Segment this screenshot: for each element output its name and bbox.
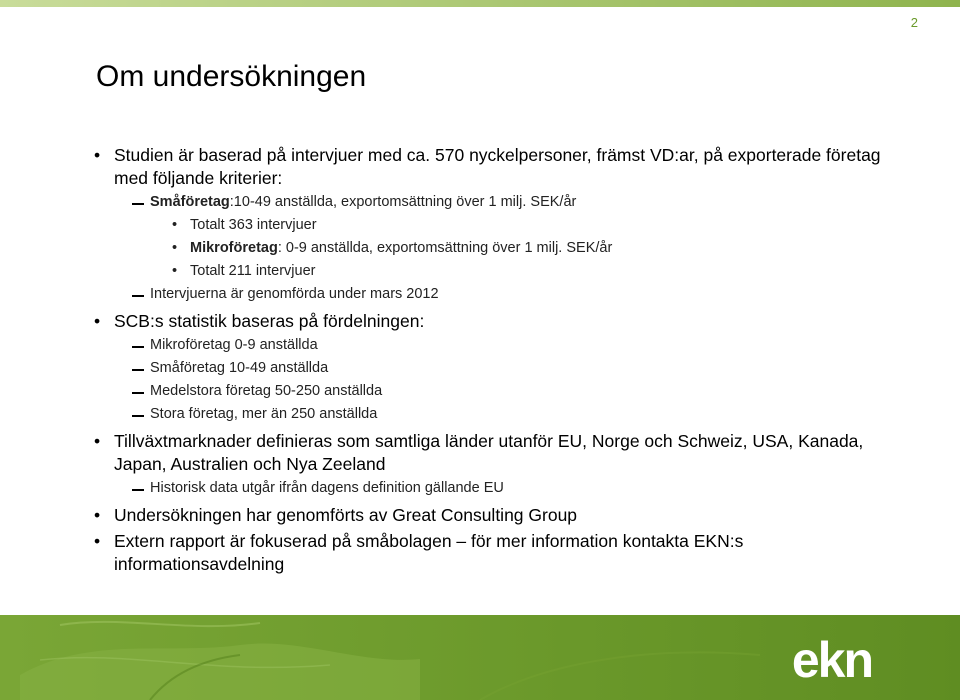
sub-bullet-large: Stora företag, mer än 250 anställda	[92, 405, 882, 424]
bullet-external-report: • Extern rapport är fokuserad på småbolagen – för mer information kontakta EKN:s informationsavdelning	[92, 530, 882, 576]
sub-sub-bullet-micro-companies	[92, 239, 882, 258]
sub-bullet-small-companies	[92, 193, 882, 212]
label-micro-companies: Mikroföretag	[190, 240, 278, 256]
sub-bullet-historical-data: Historisk data utgår ifrån dagens definition gällande EU	[92, 479, 882, 498]
sub-bullet-interview-date: Intervjuerna är genomförda under mars 2012	[92, 285, 882, 304]
footer-band	[0, 615, 960, 700]
sub-bullet-micro: Mikroföretag 0-9 anställda	[92, 336, 882, 355]
sub-bullet-small: Småföretag 10-49 anställda	[92, 359, 882, 378]
text-micro-companies: : 0-9 anställda, exportomsättning över 1 milj. SEK/år	[277, 240, 613, 256]
text-small-companies: :10-49 anställda, exportomsättning över 1 milj. SEK/år	[229, 194, 577, 210]
bullet-consulting-group: • Undersökningen har genomförts av Great Consulting Group	[92, 504, 882, 527]
ekn-logo: ekn	[791, 632, 872, 688]
sub-sub-bullet-total-211: • Totalt 211 intervjuer	[92, 262, 882, 281]
page-number: 2	[910, 15, 918, 30]
bullet-list	[92, 144, 882, 579]
sub-bullet-medium: Medelstora företag 50-250 anställda	[92, 382, 882, 401]
page-title: Om undersökningen	[96, 60, 367, 93]
bullet-growth-markets: • Tillväxtmarknader definieras som samtliga länder utanför EU, Norge och Schweiz, USA, Kanada, Japan, Australien och Nya Zeeland	[92, 430, 882, 476]
bullet-study-basis: • Studien är baserad på intervjuer med ca. 570 nyckelpersoner, främst VD:ar, på exporterade företag med följande kriterier:	[92, 144, 882, 190]
label-small-companies: Småföretag	[150, 194, 230, 210]
sub-sub-bullet-total-363: • Totalt 363 intervjuer	[92, 216, 882, 235]
bullet-scb-statistics: • SCB:s statistik baseras på fördelningen:	[92, 310, 882, 333]
top-accent-bar	[0, 0, 960, 7]
